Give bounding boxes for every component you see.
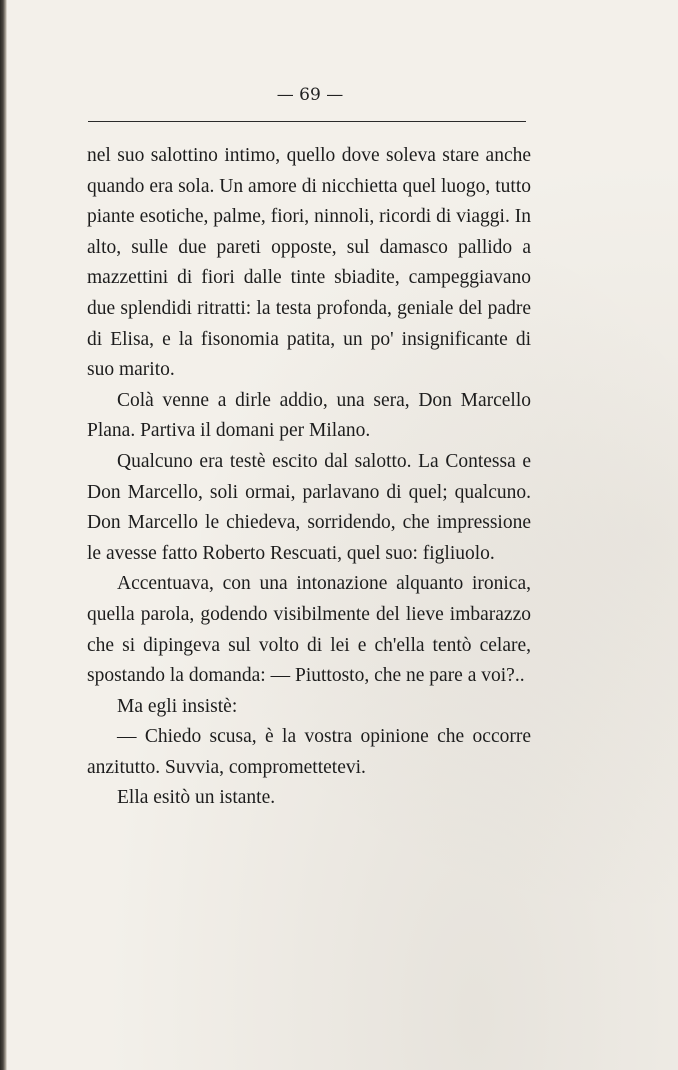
paragraph: Qualcuno era testè escito dal salotto. La Contessa e Don Marcello, soli ormai, parlavano di quel; qualcuno. Don Marcello le chiedeva, sorridendo, che impressione le avesse fatto Roberto Rescuati, quel suo: figliuolo. <box>87 450 531 564</box>
body-text <box>87 141 531 814</box>
paragraph: nel suo salottino intimo, quello dove soleva stare anche quando era sola. Un amore di nicchietta quel luogo, tutto piante esotiche, palme, fiori, ninnoli, ricordi di viaggi. In alto, sulle due pareti opposte, sul damasco pallido a mazzettini di fiori dalle tinte sbiadite, campeggiavano due splendidi ritratti: la testa profonda, geniale del padre di Elisa, e la fisonomia patita, un po' insignificante di suo marito. <box>87 145 531 381</box>
binding-edge <box>0 0 7 1070</box>
header-rule <box>88 121 526 122</box>
page-number: — 69 — <box>276 85 344 105</box>
paragraph: Colà venne a dirle addio, una sera, Don Marcello Plana. Partiva il domani per Milano. <box>87 389 531 442</box>
paragraph: Ma egli insistè: <box>117 695 238 717</box>
paragraph: Ella esitò un istante. <box>117 787 276 809</box>
paragraph: Accentuava, con una intonazione alquanto ironica, quella parola, godendo visibilmente del lieve imbarazzo che si dipingeva sul volto di lei e ch'ella tentò celare, spostando la domanda: — Piuttosto, che ne pare a voi?.. <box>87 573 531 687</box>
paragraph: — Chiedo scusa, è la vostra opinione che occorre anzitutto. Suvvia, compromettetevi. <box>87 726 531 778</box>
